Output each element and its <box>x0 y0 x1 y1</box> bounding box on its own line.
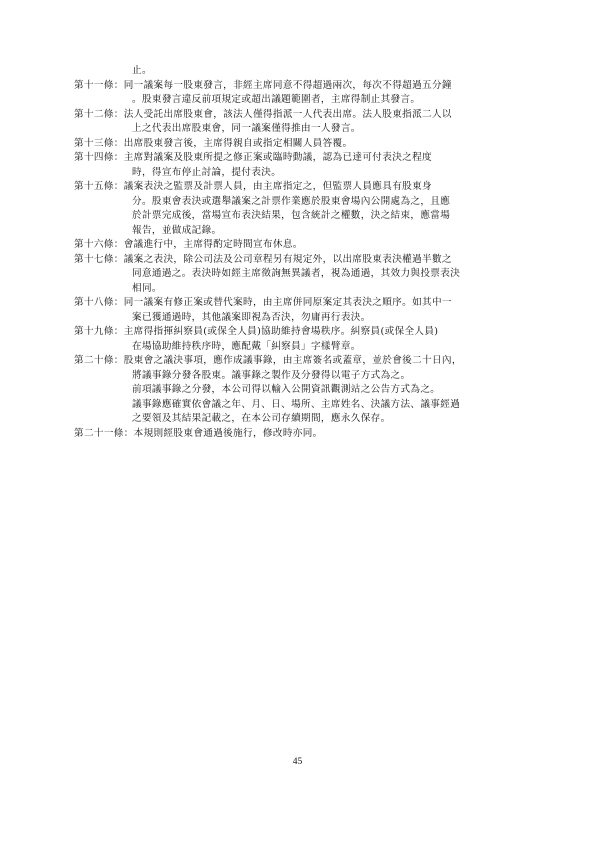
article-11-line: 第十一條：同一議案每一股東發言，非經主席同意不得超過兩次，每次不得超過五分鐘 <box>74 79 452 91</box>
article-20-line: 第二十條：股東會之議決事項，應作成議事錄，由主席簽名或蓋章，並於會後二十日內， <box>74 355 462 366</box>
article-19-line: 第十九條：主席得指揮糾察員(或保全人員)協助維持會場秩序。糾察員(或保全人員) <box>74 326 439 337</box>
article-21-line: 第二十一條：本規則經股東會通過後施行，修改時亦同。 <box>74 427 323 439</box>
regulation-text <box>74 64 532 441</box>
text-line: 之要領及其結果記載之，在本公司存續期間，應永久保存。 <box>132 413 391 424</box>
text-line: 相同。 <box>132 282 162 294</box>
text-line: 時，得宣布停止討論，提付表決。 <box>132 166 282 178</box>
article-13-line: 第十三條：出席股東發言後，主席得親自或指定相關人員答覆。 <box>74 137 353 149</box>
text-line: 將議事錄分發各股東。議事錄之製作及分發得以電子方式為之。 <box>132 369 411 381</box>
article-12-line: 第十二條：法人受託出席股東會，該法人僅得指派一人代表出席。法人股東指派二人以 <box>74 108 452 120</box>
text-line: 分。股東會表決或選舉議案之計票作業應於股東會場內公開處為之，且應 <box>132 195 451 207</box>
text-line: 報告，並做成記錄。 <box>132 224 222 236</box>
text-line: 議事錄應確實依會議之年、月、日、場所、主席姓名、決議方法、議事經過 <box>132 398 461 410</box>
article-15-line: 第十五條：議案表決之監票及計票人員，由主席指定之，但監票人員應具有股東身 <box>74 181 432 192</box>
text-line: 上之代表出席股東會，同一議案僅得推由一人發言。 <box>132 123 361 134</box>
article-14-line: 第十四條：主席對議案及股東所提之修正案或臨時動議，認為已達可付表決之程度 <box>74 152 432 163</box>
article-18-line: 第十八條：同一議案有修正案或替代案時，由主席併同原案定其表決之順序。如其中一 <box>74 297 452 308</box>
article-17-line: 第十七條：議案之表決，除公司法及公司章程另有規定外，以出席股東表決權過半數之 <box>74 253 452 265</box>
page-number: 45 <box>292 757 303 767</box>
text-line: 案已獲通過時，其他議案即視為否決，勿庸再行表決。 <box>132 311 371 323</box>
text-line: 。股東發言違反前項規定或超出議題範圍者，主席得制止其發言。 <box>132 94 421 105</box>
text-line: 同意通過之。表決時如經主席徵詢無異議者，視為通過，其效力與投票表決 <box>132 268 461 279</box>
text-line: 止。 <box>132 65 152 76</box>
text-line: 在場協助維持秩序時，應配戴「糾察員」字樣臂章。 <box>132 340 361 352</box>
text-line: 於計票完成後，當場宣布表決結果，包含統計之權數，決之結束，應當場 <box>132 210 451 221</box>
article-16-line: 第十六條：會議進行中，主席得酌定時間宣布休息。 <box>74 239 303 250</box>
text-line: 前項議事錄之分發，本公司得以輸入公開資訊觀測站之公告方式為之。 <box>132 384 441 395</box>
